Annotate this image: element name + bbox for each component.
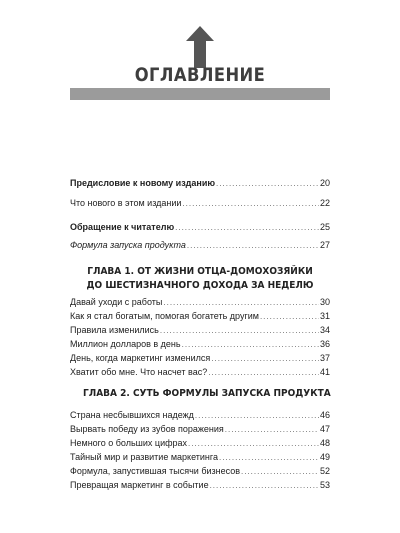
toc-entry-page: 52 — [319, 466, 330, 476]
toc-entry-page: 37 — [319, 353, 330, 363]
dot-leader — [188, 437, 319, 451]
toc-entry-title: Обращение к читателю — [70, 222, 175, 232]
toc-entry-title: Формула запуска продукта — [70, 240, 186, 250]
toc-entry[interactable] — [70, 220, 330, 234]
toc-entry-title: Как я стал богатым, помогая богатеть другим — [70, 311, 259, 321]
chapter-2-heading — [70, 387, 330, 401]
up-arrow-icon — [186, 26, 214, 68]
toc-entry-title: Правила изменились — [70, 325, 159, 335]
toc-entry[interactable] — [70, 196, 330, 210]
toc-entry-title: Хватит обо мне. Что насчет вас? — [70, 367, 208, 377]
chapter-1-heading-line-2: ДО ШЕСТИЗНАЧНОГО ДОХОДА ЗА НЕДЕЛЮ — [86, 280, 314, 291]
toc-entry[interactable] — [70, 464, 330, 478]
chapter-1-heading — [70, 265, 330, 293]
toc-entry[interactable] — [70, 323, 330, 337]
toc-entry-title: Тайный мир и развитие маркетинга — [70, 452, 218, 462]
title-underline-bar — [70, 88, 330, 100]
dot-leader — [182, 338, 319, 352]
toc-entry-title: День, когда маркетинг изменился — [70, 353, 211, 363]
page-title: ОГЛАВЛЕНИЕ — [134, 64, 266, 86]
toc-entry-title: Формула, запустившая тысячи бизнесов — [70, 466, 240, 476]
toc-entry-page: 36 — [319, 339, 330, 349]
toc-entry[interactable] — [70, 365, 330, 379]
toc-entry-title: Превращая маркетинг в событие — [70, 480, 209, 490]
toc-entry-page: 47 — [319, 424, 330, 434]
toc-entry-title: Немного о больших цифрах — [70, 438, 188, 448]
dot-leader — [187, 239, 319, 253]
toc-entry-page: 31 — [319, 311, 330, 321]
dot-leader — [208, 366, 319, 380]
toc-entry-page: 49 — [319, 452, 330, 462]
toc-entry[interactable] — [70, 337, 330, 351]
toc-entry-title: Вырвать победу из зубов поражения — [70, 424, 224, 434]
toc-entry-page: 20 — [319, 178, 330, 188]
toc-entry-page: 22 — [319, 198, 330, 208]
dot-leader — [241, 465, 319, 479]
dot-leader — [211, 352, 319, 366]
toc-entry-title: Давай уходи с работы — [70, 297, 163, 307]
toc-entry[interactable] — [70, 450, 330, 464]
dot-leader — [260, 310, 319, 324]
toc-entry[interactable] — [70, 408, 330, 422]
chapter-2-heading-line: ГЛАВА 2. СУТЬ ФОРМУЛЫ ЗАПУСКА ПРОДУКТА — [83, 388, 331, 399]
toc-entry-title: Миллион долларов в день — [70, 339, 181, 349]
dot-leader — [219, 451, 319, 465]
toc-entry-title: Что нового в этом издании — [70, 198, 182, 208]
dot-leader — [195, 409, 319, 423]
toc-entry[interactable] — [70, 351, 330, 365]
dot-leader — [163, 296, 319, 310]
toc-entry-page: 27 — [319, 240, 330, 250]
toc-entry[interactable] — [70, 309, 330, 323]
dot-leader — [216, 177, 319, 191]
toc-entry[interactable] — [70, 238, 330, 252]
toc-entry[interactable] — [70, 422, 330, 436]
dot-leader — [225, 423, 319, 437]
toc-entry[interactable] — [70, 176, 330, 190]
toc-entry-title: Предисловие к новому изданию — [70, 178, 216, 188]
toc-entry-page: 30 — [319, 297, 330, 307]
dot-leader — [182, 197, 319, 211]
toc-entry-page: 41 — [319, 367, 330, 377]
toc-entry-page: 48 — [319, 438, 330, 448]
toc-entry-page: 53 — [319, 480, 330, 490]
toc-entry[interactable] — [70, 478, 330, 492]
dot-leader — [210, 479, 319, 493]
toc-entry-page: 34 — [319, 325, 330, 335]
chapter-1-heading-line-1: ГЛАВА 1. ОТ ЖИЗНИ ОТЦА-ДОМОХОЗЯЙКИ — [87, 266, 313, 277]
toc-entry-page: 25 — [319, 222, 330, 232]
toc-entry[interactable] — [70, 295, 330, 309]
toc-entry[interactable] — [70, 436, 330, 450]
dot-leader — [160, 324, 319, 338]
toc-entry-title: Страна несбывшихся надежд — [70, 410, 194, 420]
dot-leader — [175, 221, 319, 235]
toc-entry-page: 46 — [319, 410, 330, 420]
